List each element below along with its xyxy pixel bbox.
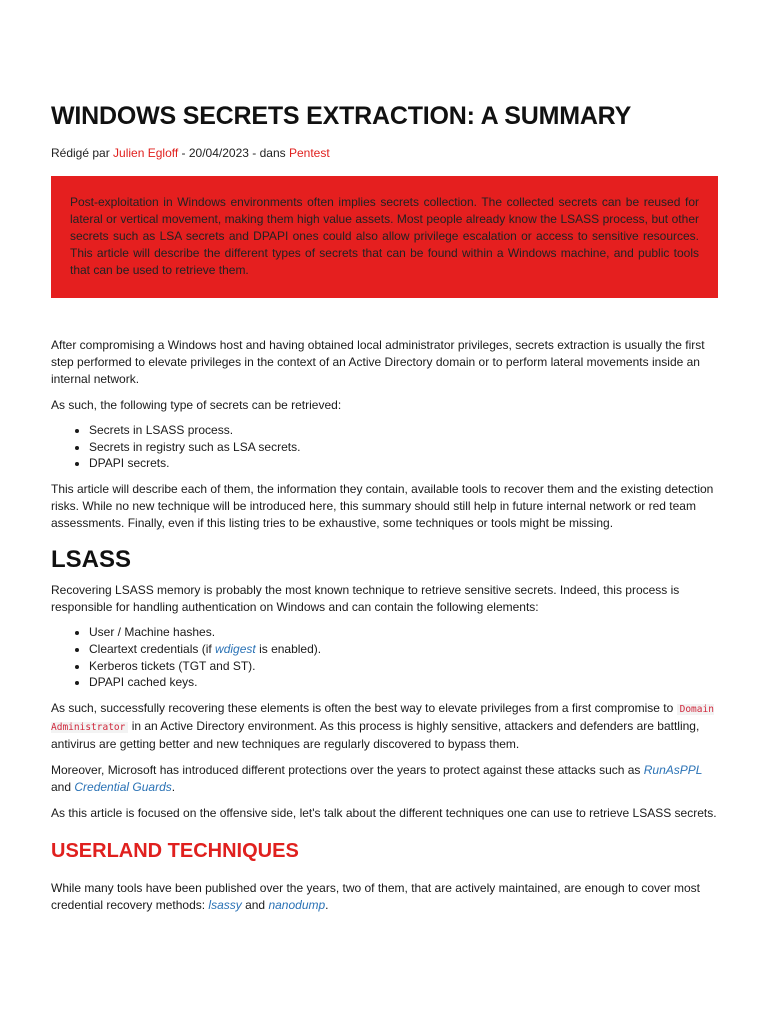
wdigest-link[interactable]: wdigest bbox=[215, 641, 256, 656]
author-link[interactable]: Julien Egloff bbox=[113, 146, 179, 160]
meta-separator: - bbox=[178, 146, 189, 160]
intro-paragraph-2: As such, the following type of secrets can be retrieved: bbox=[51, 398, 342, 412]
lsass-heading: LSASS bbox=[51, 546, 132, 574]
article-title: WINDOWS SECRETS EXTRACTION: A SUMMARY bbox=[51, 102, 632, 130]
meta-prefix: Rédigé par bbox=[51, 146, 114, 160]
article-meta bbox=[51, 145, 718, 161]
paragraph-text: and bbox=[51, 779, 75, 794]
userland-heading: USERLAND TECHNIQUES bbox=[51, 839, 299, 862]
paragraph-text: . bbox=[171, 779, 176, 794]
lsass-paragraph-1: Recovering LSASS memory is probably the most known technique to retrieve sensitive secrets. Indeed, this process is responsible for handling authentication on Windows and can contain the following elements: bbox=[51, 583, 680, 615]
list-item: • User / Machine hashes. bbox=[89, 624, 718, 641]
list-item: • Kerberos tickets (TGT and ST). bbox=[89, 658, 718, 675]
paragraph-text: and bbox=[241, 897, 269, 912]
list-item: • DPAPI cached keys. bbox=[89, 674, 718, 691]
lsass-paragraph-3 bbox=[51, 762, 718, 796]
inline-code-domain-admin: Domain Administrator bbox=[51, 703, 714, 733]
runasppl-link[interactable]: RunAsPPL bbox=[643, 762, 703, 777]
intro-paragraph-1: After compromising a Windows host and having obtained local administrator privileges, secrets extraction is usually the first step performed to elevate privileges in the context of an Active Directory domain or to perform lateral movements inside an internal network. bbox=[51, 338, 705, 386]
paragraph-text: Moreover, Microsoft has introduced different protections over the years to protect against these attacks such as bbox=[51, 762, 644, 777]
lsass-paragraph-2 bbox=[51, 700, 718, 753]
lsass-paragraph-4: As this article is focused on the offensive side, let's talk about the different techniques one can use to retrieve LSASS secrets. bbox=[51, 805, 717, 820]
paragraph-text: While many tools have been published over the years, two of them, that are actively maintained, are enough to cover most credential recovery methods: bbox=[51, 880, 701, 912]
credential-guards-link[interactable]: Credential Guards bbox=[74, 779, 172, 794]
publish-date: 20/04/2023 bbox=[188, 146, 249, 160]
category-link[interactable]: Pentest bbox=[288, 146, 330, 160]
intro-paragraph-3: This article will describe each of them, the information they contain, available tools to recover them and the existing detection risks. While no new technique will be introduced here, this summary should still help in future internal network or red team assessments. Finally, even if this listing tries to be exhaustive, some techniques or tools might be missing. bbox=[51, 482, 714, 531]
secret-types-list bbox=[51, 422, 718, 472]
nanodump-link[interactable]: nanodump bbox=[268, 897, 326, 912]
abstract-box: Post-exploitation in Windows environments often implies secrets collection. The collected secrets can be reused for lateral or vertical movement, making them high value assets. Most people already know the LSASS process, but other secrets such as LSA secrets and DPAPI ones could also allow privilege escalation or access to sensitive resources. This article will describe the different types of secrets that can be found within a Windows machine, and public tools that can be used to retrieve them. bbox=[51, 176, 718, 298]
paragraph-text: . bbox=[325, 897, 329, 912]
list-item: • DPAPI secrets. bbox=[89, 455, 718, 472]
lsassy-link[interactable]: lsassy bbox=[208, 897, 242, 912]
paragraph-text: As such, successfully recovering these elements is often the best way to elevate privileges from a first compromise to bbox=[51, 700, 677, 715]
list-item-text: is enabled). bbox=[255, 641, 322, 656]
userland-paragraph-1 bbox=[51, 880, 718, 914]
meta-separator-category: - dans bbox=[248, 146, 289, 160]
list-item-text: Cleartext credentials (if bbox=[89, 641, 216, 656]
lsass-elements-list bbox=[51, 624, 718, 691]
list-item: • Secrets in registry such as LSA secrets. bbox=[89, 439, 718, 456]
paragraph-text: in an Active Directory environment. As this process is highly sensitive, attackers and defenders are battling, antivirus are getting better and new techniques are regularly discovered to bypass them. bbox=[51, 718, 700, 751]
list-item: • Secrets in LSASS process. bbox=[89, 422, 718, 439]
list-item bbox=[89, 641, 718, 658]
